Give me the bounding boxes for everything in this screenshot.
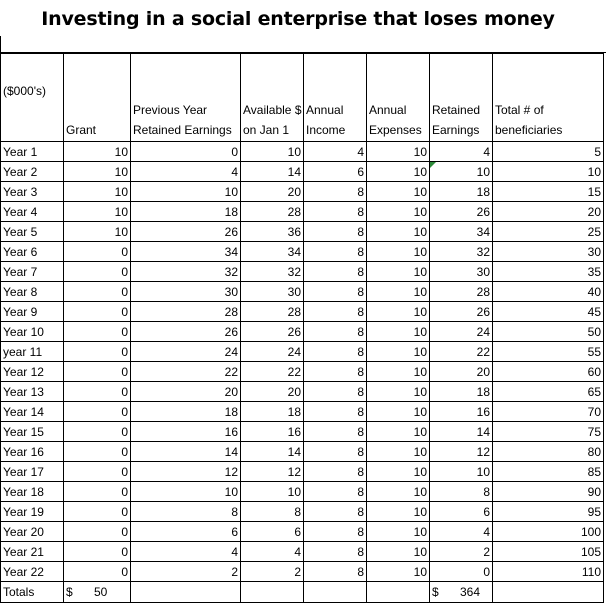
available-cell[interactable]: 20 [241,182,304,202]
retained-cell[interactable]: 12 [430,442,493,462]
grant-cell[interactable]: 0 [64,542,131,562]
expenses-cell[interactable]: 10 [367,482,430,502]
retained-cell[interactable]: 22 [430,342,493,362]
currency-symbol: $ [432,585,439,599]
table-row [1,402,604,422]
grant-cell[interactable]: 10 [64,202,131,222]
table-row [1,302,604,322]
spreadsheet-table [0,53,604,603]
beneficiaries-cell[interactable]: 5 [493,142,604,162]
retained-cell[interactable]: 2 [430,542,493,562]
totals-row [1,582,604,603]
year-cell[interactable]: Year 10 [1,322,64,342]
beneficiaries-cell[interactable]: 40 [493,282,604,302]
grant-cell[interactable]: 0 [64,242,131,262]
expenses-cell[interactable]: 10 [367,302,430,322]
prev-retained-cell[interactable]: 10 [131,182,241,202]
income-cell[interactable]: 8 [304,222,367,242]
table-row [1,422,604,442]
grant-cell[interactable]: 0 [64,282,131,302]
available-cell[interactable]: 8 [241,502,304,522]
prev-retained-cell[interactable]: 28 [131,302,241,322]
table-row [1,342,604,362]
expenses-cell[interactable]: 10 [367,562,430,582]
prev-retained-cell[interactable]: 4 [131,162,241,182]
prev-retained-cell[interactable]: 26 [131,322,241,342]
table-row [1,562,604,582]
grant-cell[interactable]: 10 [64,142,131,162]
year-cell[interactable]: Year 8 [1,282,64,302]
table-row [1,282,604,302]
table-row [1,462,604,482]
year-cell[interactable]: Year 12 [1,362,64,382]
prev-retained-cell[interactable]: 0 [131,142,241,162]
income-cell[interactable]: 6 [304,162,367,182]
year-cell[interactable]: Year 13 [1,382,64,402]
prev-retained-cell[interactable]: 12 [131,462,241,482]
available-cell[interactable]: 14 [241,442,304,462]
prev-retained-cell[interactable]: 26 [131,222,241,242]
table-row [1,142,604,162]
expenses-cell[interactable]: 10 [367,162,430,182]
prev-retained-cell[interactable]: 4 [131,542,241,562]
available-cell[interactable]: 16 [241,422,304,442]
retained-cell[interactable]: 10 [430,162,493,182]
available-cell[interactable]: 4 [241,542,304,562]
grant-cell[interactable]: 0 [64,342,131,362]
grant-total-cell[interactable] [64,582,131,603]
grant-cell[interactable]: 10 [64,182,131,202]
expenses-cell[interactable]: 10 [367,322,430,342]
grant-cell[interactable]: 0 [64,522,131,542]
beneficiaries-cell[interactable]: 15 [493,182,604,202]
expenses-cell[interactable]: 10 [367,522,430,542]
retained-cell[interactable]: 30 [430,262,493,282]
available-cell[interactable]: 6 [241,522,304,542]
grant-total-value: 50 [94,585,108,599]
prev-retained-cell[interactable]: 18 [131,402,241,422]
income-cell[interactable]: 8 [304,322,367,342]
grant-cell[interactable]: 0 [64,402,131,422]
retained-cell[interactable]: 0 [430,562,493,582]
table-row [1,322,604,342]
available-cell[interactable]: 14 [241,162,304,182]
beneficiaries-cell[interactable]: 60 [493,362,604,382]
retained-cell[interactable]: 14 [430,422,493,442]
retained-cell[interactable]: 10 [430,462,493,482]
beneficiaries-cell[interactable]: 50 [493,322,604,342]
income-cell[interactable]: 8 [304,382,367,402]
expenses-cell[interactable]: 10 [367,282,430,302]
income-cell[interactable]: 8 [304,482,367,502]
retained-total-value: 364 [460,585,481,599]
income-cell[interactable]: 8 [304,302,367,322]
beneficiaries-cell[interactable]: 30 [493,242,604,262]
retained-cell[interactable]: 26 [430,202,493,222]
expenses-cell[interactable]: 10 [367,442,430,462]
year-cell[interactable]: Year 9 [1,302,64,322]
expenses-header[interactable]: Annual Expenses [367,54,430,142]
beneficiaries-cell[interactable]: 35 [493,262,604,282]
retained-cell[interactable]: 4 [430,142,493,162]
year-cell[interactable]: Year 7 [1,262,64,282]
grant-cell[interactable]: 10 [64,222,131,242]
prev-retained-cell[interactable]: 24 [131,342,241,362]
year-cell[interactable]: Year 20 [1,522,64,542]
expenses-cell[interactable]: 10 [367,402,430,422]
empty-cell[interactable] [241,582,304,603]
year-cell[interactable]: year 11 [1,342,64,362]
beneficiaries-cell[interactable]: 70 [493,402,604,422]
available-cell[interactable]: 28 [241,302,304,322]
income-cell[interactable]: 8 [304,262,367,282]
data-rows [1,142,604,582]
beneficiaries-cell[interactable]: 10 [493,162,604,182]
expenses-cell[interactable]: 10 [367,462,430,482]
available-cell[interactable]: 20 [241,382,304,402]
available-cell[interactable]: 10 [241,482,304,502]
year-cell[interactable]: Year 18 [1,482,64,502]
income-cell[interactable]: 8 [304,542,367,562]
year-cell[interactable]: Year 16 [1,442,64,462]
grant-cell[interactable]: 0 [64,302,131,322]
table-row [1,442,604,462]
grant-cell[interactable]: 0 [64,422,131,442]
empty-cell[interactable] [131,582,241,603]
table-row [1,162,604,182]
income-header[interactable]: Annual Income [304,54,367,142]
sheet-title: Investing in a social enterprise that loses money [41,8,555,30]
prev-retained-cell[interactable]: 10 [131,482,241,502]
table-row [1,382,604,402]
table-row [1,202,604,222]
available-cell[interactable]: 30 [241,282,304,302]
income-cell[interactable]: 8 [304,342,367,362]
empty-cell[interactable] [493,582,604,603]
prev-retained-cell[interactable]: 14 [131,442,241,462]
beneficiaries-cell[interactable]: 25 [493,222,604,242]
grant-cell[interactable]: 0 [64,442,131,462]
available-cell[interactable]: 34 [241,242,304,262]
units-header[interactable]: ($000's) [1,54,64,142]
year-cell[interactable]: Year 17 [1,462,64,482]
grant-cell[interactable]: 0 [64,382,131,402]
currency-symbol: $ [66,585,73,599]
beneficiaries-cell[interactable]: 80 [493,442,604,462]
table-row [1,262,604,282]
prev-retained-cell[interactable]: 30 [131,282,241,302]
year-cell[interactable]: Year 21 [1,542,64,562]
beneficiaries-cell[interactable]: 90 [493,482,604,502]
retained-cell[interactable]: 26 [430,302,493,322]
prev-retained-cell[interactable]: 8 [131,502,241,522]
available-cell[interactable]: 26 [241,322,304,342]
beneficiaries-cell[interactable]: 105 [493,542,604,562]
header-row [1,54,604,142]
retained-cell[interactable]: 6 [430,502,493,522]
available-header[interactable]: Available $ on Jan 1 [241,54,304,142]
retained-cell[interactable]: 16 [430,402,493,422]
grant-cell[interactable]: 0 [64,462,131,482]
available-cell[interactable]: 12 [241,462,304,482]
table-row [1,522,604,542]
empty-cell[interactable] [367,582,430,603]
retained-cell[interactable]: 18 [430,182,493,202]
income-cell[interactable]: 8 [304,282,367,302]
table-row [1,242,604,262]
available-cell[interactable]: 2 [241,562,304,582]
income-cell[interactable]: 8 [304,402,367,422]
expenses-cell[interactable]: 10 [367,242,430,262]
year-cell[interactable]: Year 15 [1,422,64,442]
income-cell[interactable]: 8 [304,182,367,202]
prev-retained-cell[interactable]: 22 [131,362,241,382]
available-cell[interactable]: 24 [241,342,304,362]
grant-cell[interactable]: 0 [64,562,131,582]
year-cell[interactable]: Year 6 [1,242,64,262]
prev-retained-cell[interactable]: 20 [131,382,241,402]
income-cell[interactable]: 8 [304,422,367,442]
income-cell[interactable]: 8 [304,442,367,462]
retained-cell[interactable]: 32 [430,242,493,262]
comment-indicator-icon [430,162,436,168]
empty-cell[interactable] [304,582,367,603]
beneficiaries-cell[interactable]: 100 [493,522,604,542]
prev-retained-cell[interactable]: 32 [131,262,241,282]
available-cell[interactable]: 36 [241,222,304,242]
income-cell[interactable]: 8 [304,522,367,542]
income-cell[interactable]: 8 [304,462,367,482]
available-cell[interactable]: 18 [241,402,304,422]
table-row [1,182,604,202]
beneficiaries-header[interactable]: Total # of beneficiaries [493,54,604,142]
prev-retained-cell[interactable]: 16 [131,422,241,442]
expenses-cell[interactable]: 10 [367,182,430,202]
beneficiaries-cell[interactable]: 85 [493,462,604,482]
income-cell[interactable]: 8 [304,242,367,262]
available-cell[interactable]: 22 [241,362,304,382]
retained-cell[interactable]: 24 [430,322,493,342]
beneficiaries-cell[interactable]: 65 [493,382,604,402]
retained-cell[interactable]: 8 [430,482,493,502]
expenses-cell[interactable]: 10 [367,502,430,522]
grant-cell[interactable]: 0 [64,502,131,522]
income-cell[interactable]: 8 [304,362,367,382]
year-cell[interactable]: Year 2 [1,162,64,182]
retained-cell[interactable]: 34 [430,222,493,242]
income-cell[interactable]: 4 [304,142,367,162]
available-cell[interactable]: 10 [241,142,304,162]
beneficiaries-cell[interactable]: 45 [493,302,604,322]
grant-cell[interactable]: 0 [64,322,131,342]
year-cell[interactable]: Year 22 [1,562,64,582]
expenses-cell[interactable]: 10 [367,542,430,562]
retained-cell[interactable]: 4 [430,522,493,542]
expenses-cell[interactable]: 10 [367,362,430,382]
prev-retained-header[interactable]: Previous Year Retained Earnings [131,54,241,142]
beneficiaries-cell[interactable]: 55 [493,342,604,362]
retained-total-cell[interactable] [430,582,493,603]
expenses-cell[interactable]: 10 [367,422,430,442]
beneficiaries-cell[interactable]: 95 [493,502,604,522]
expenses-cell[interactable]: 10 [367,342,430,362]
retained-cell[interactable]: 18 [430,382,493,402]
available-cell[interactable]: 28 [241,202,304,222]
retained-cell[interactable]: 28 [430,282,493,302]
income-cell[interactable]: 8 [304,202,367,222]
grant-header[interactable]: Grant [64,54,131,142]
prev-retained-cell[interactable]: 34 [131,242,241,262]
year-cell[interactable]: Year 1 [1,142,64,162]
table-row [1,502,604,522]
grant-cell[interactable]: 10 [64,162,131,182]
beneficiaries-cell[interactable]: 20 [493,202,604,222]
grant-cell[interactable]: 0 [64,482,131,502]
year-cell[interactable]: Year 4 [1,202,64,222]
prev-retained-cell[interactable]: 18 [131,202,241,222]
year-cell[interactable]: Year 19 [1,502,64,522]
prev-retained-cell[interactable]: 2 [131,562,241,582]
beneficiaries-cell[interactable]: 75 [493,422,604,442]
beneficiaries-cell[interactable]: 110 [493,562,604,582]
retained-cell[interactable]: 20 [430,362,493,382]
available-cell[interactable]: 32 [241,262,304,282]
table-row [1,482,604,502]
expenses-cell[interactable]: 10 [367,202,430,222]
table-row [1,222,604,242]
year-cell[interactable]: Year 3 [1,182,64,202]
totals-label[interactable]: Totals [1,582,64,603]
income-cell[interactable]: 8 [304,502,367,522]
table-row [1,542,604,562]
grant-cell[interactable]: 0 [64,362,131,382]
income-cell[interactable]: 8 [304,562,367,582]
table-row [1,362,604,382]
retained-header[interactable]: Retained Earnings [430,54,493,142]
grant-cell[interactable]: 0 [64,262,131,282]
prev-retained-cell[interactable]: 6 [131,522,241,542]
expenses-cell[interactable]: 10 [367,222,430,242]
year-cell[interactable]: Year 5 [1,222,64,242]
blank-row [0,36,606,53]
expenses-cell[interactable]: 10 [367,262,430,282]
year-cell[interactable]: Year 14 [1,402,64,422]
expenses-cell[interactable]: 10 [367,142,430,162]
expenses-cell[interactable]: 10 [367,382,430,402]
